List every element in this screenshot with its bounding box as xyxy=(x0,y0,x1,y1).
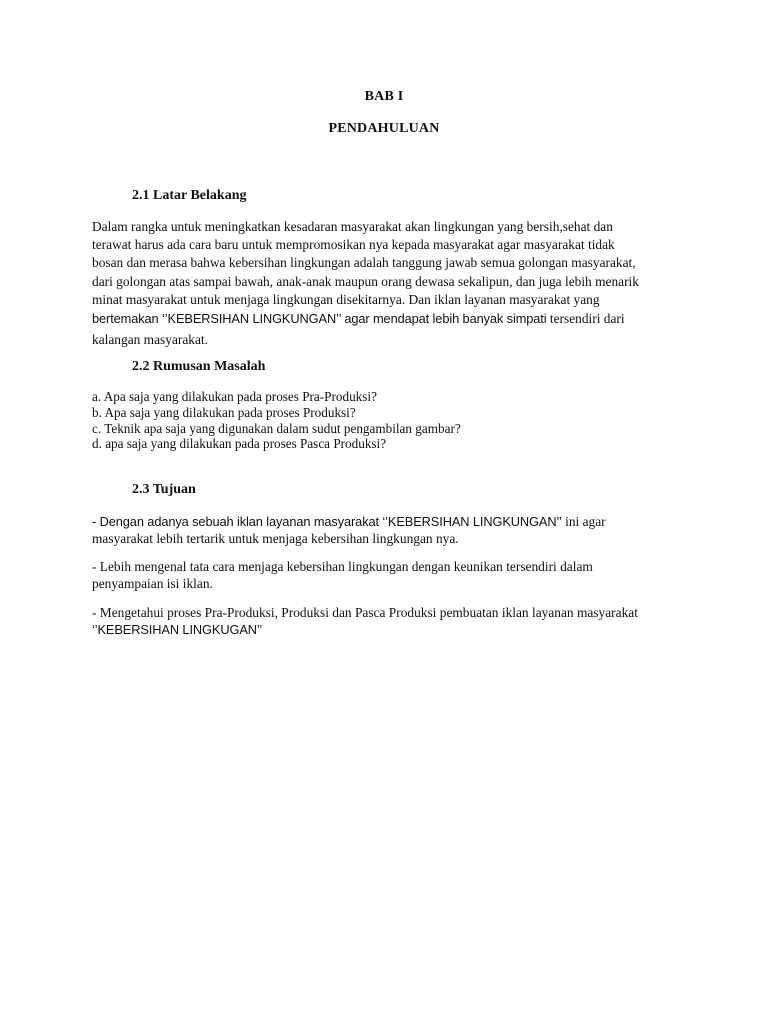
list-item: a. Apa saja yang dilakukan pada proses Pra-Produksi? xyxy=(92,389,377,404)
paragraph-line: dari golongan atas sampai bawah, anak-anak maupun orang dewasa sekalipun, dan juga lebih menarik xyxy=(92,273,639,289)
section-heading-latar-belakang: 2.1 Latar Belakang xyxy=(132,188,247,203)
paragraph-latar-belakang xyxy=(92,218,692,349)
paragraph-line: Dalam rangka untuk meningkatkan kesadaran masyarakat akan lingkungan yang bersih,sehat dan xyxy=(92,219,613,234)
tujuan-item-2 xyxy=(92,558,692,592)
section-heading-rumusan-masalah: 2.2 Rumusan Masalah xyxy=(132,359,266,374)
paragraph-line-serif-part: ini agar xyxy=(561,514,606,529)
rumusan-masalah-list xyxy=(92,389,692,452)
paragraph-line: minat masyarakat untuk menjaga lingkungan disekitarnya. Dan iklan layanan masyarakat yang xyxy=(92,291,600,307)
tujuan-item-1 xyxy=(92,513,692,547)
list-item: b. Apa saja yang dilakukan pada proses Produksi? xyxy=(92,404,356,420)
paragraph-line: penyampaian isi iklan. xyxy=(92,576,213,591)
paragraph-line-sans: ‘’KEBERSIHAN LINGKUGAN’’ xyxy=(92,622,263,637)
paragraph-line: kalangan masyarakat. xyxy=(92,332,208,348)
paragraph-line-sans-part: bertemakan ‘’KEBERSIHAN LINGKUNGAN’’ agar mendapat lebih banyak simpati xyxy=(92,311,547,327)
paragraph-line-mixed xyxy=(92,310,692,328)
paragraph-line: masyarakat lebih tertarik untuk menjaga kebersihan lingkungan nya. xyxy=(92,531,459,546)
paragraph-line-serif-part: tersendiri dari xyxy=(546,311,625,327)
list-item: c. Teknik apa saja yang digunakan dalam sudut pengambilan gambar? xyxy=(92,420,461,436)
paragraph-line: - Lebih mengenal tata cara menjaga kebersihan lingkungan dengan keunikan tersendiri dalam xyxy=(92,559,593,574)
paragraph-line: terawat harus ada cara baru untuk mempromosikan nya kepada masyarakat agar masyarakat tidak xyxy=(92,237,615,253)
section-heading-tujuan: 2.3 Tujuan xyxy=(132,482,196,497)
list-item: d. apa saja yang dilakukan pada proses Pasca Produksi? xyxy=(92,436,387,452)
paragraph-line: bosan dan merasa bahwa kebersihan lingkungan adalah tanggung jawab semua golongan masyarakat, xyxy=(92,255,636,271)
paragraph-line-mixed xyxy=(92,513,692,530)
paragraph-line: - Mengetahui proses Pra-Produksi, Produksi dan Pasca Produksi pembuatan iklan layanan masyarakat xyxy=(92,605,638,620)
chapter-title: BAB I xyxy=(364,89,404,104)
tujuan-item-3 xyxy=(92,604,692,638)
chapter-subtitle: PENDAHULUAN xyxy=(328,121,440,136)
paragraph-line-sans-part: - Dengan adanya sebuah iklan layanan masyarakat ‘’KEBERSIHAN LINGKUNGAN’’ xyxy=(92,514,562,529)
